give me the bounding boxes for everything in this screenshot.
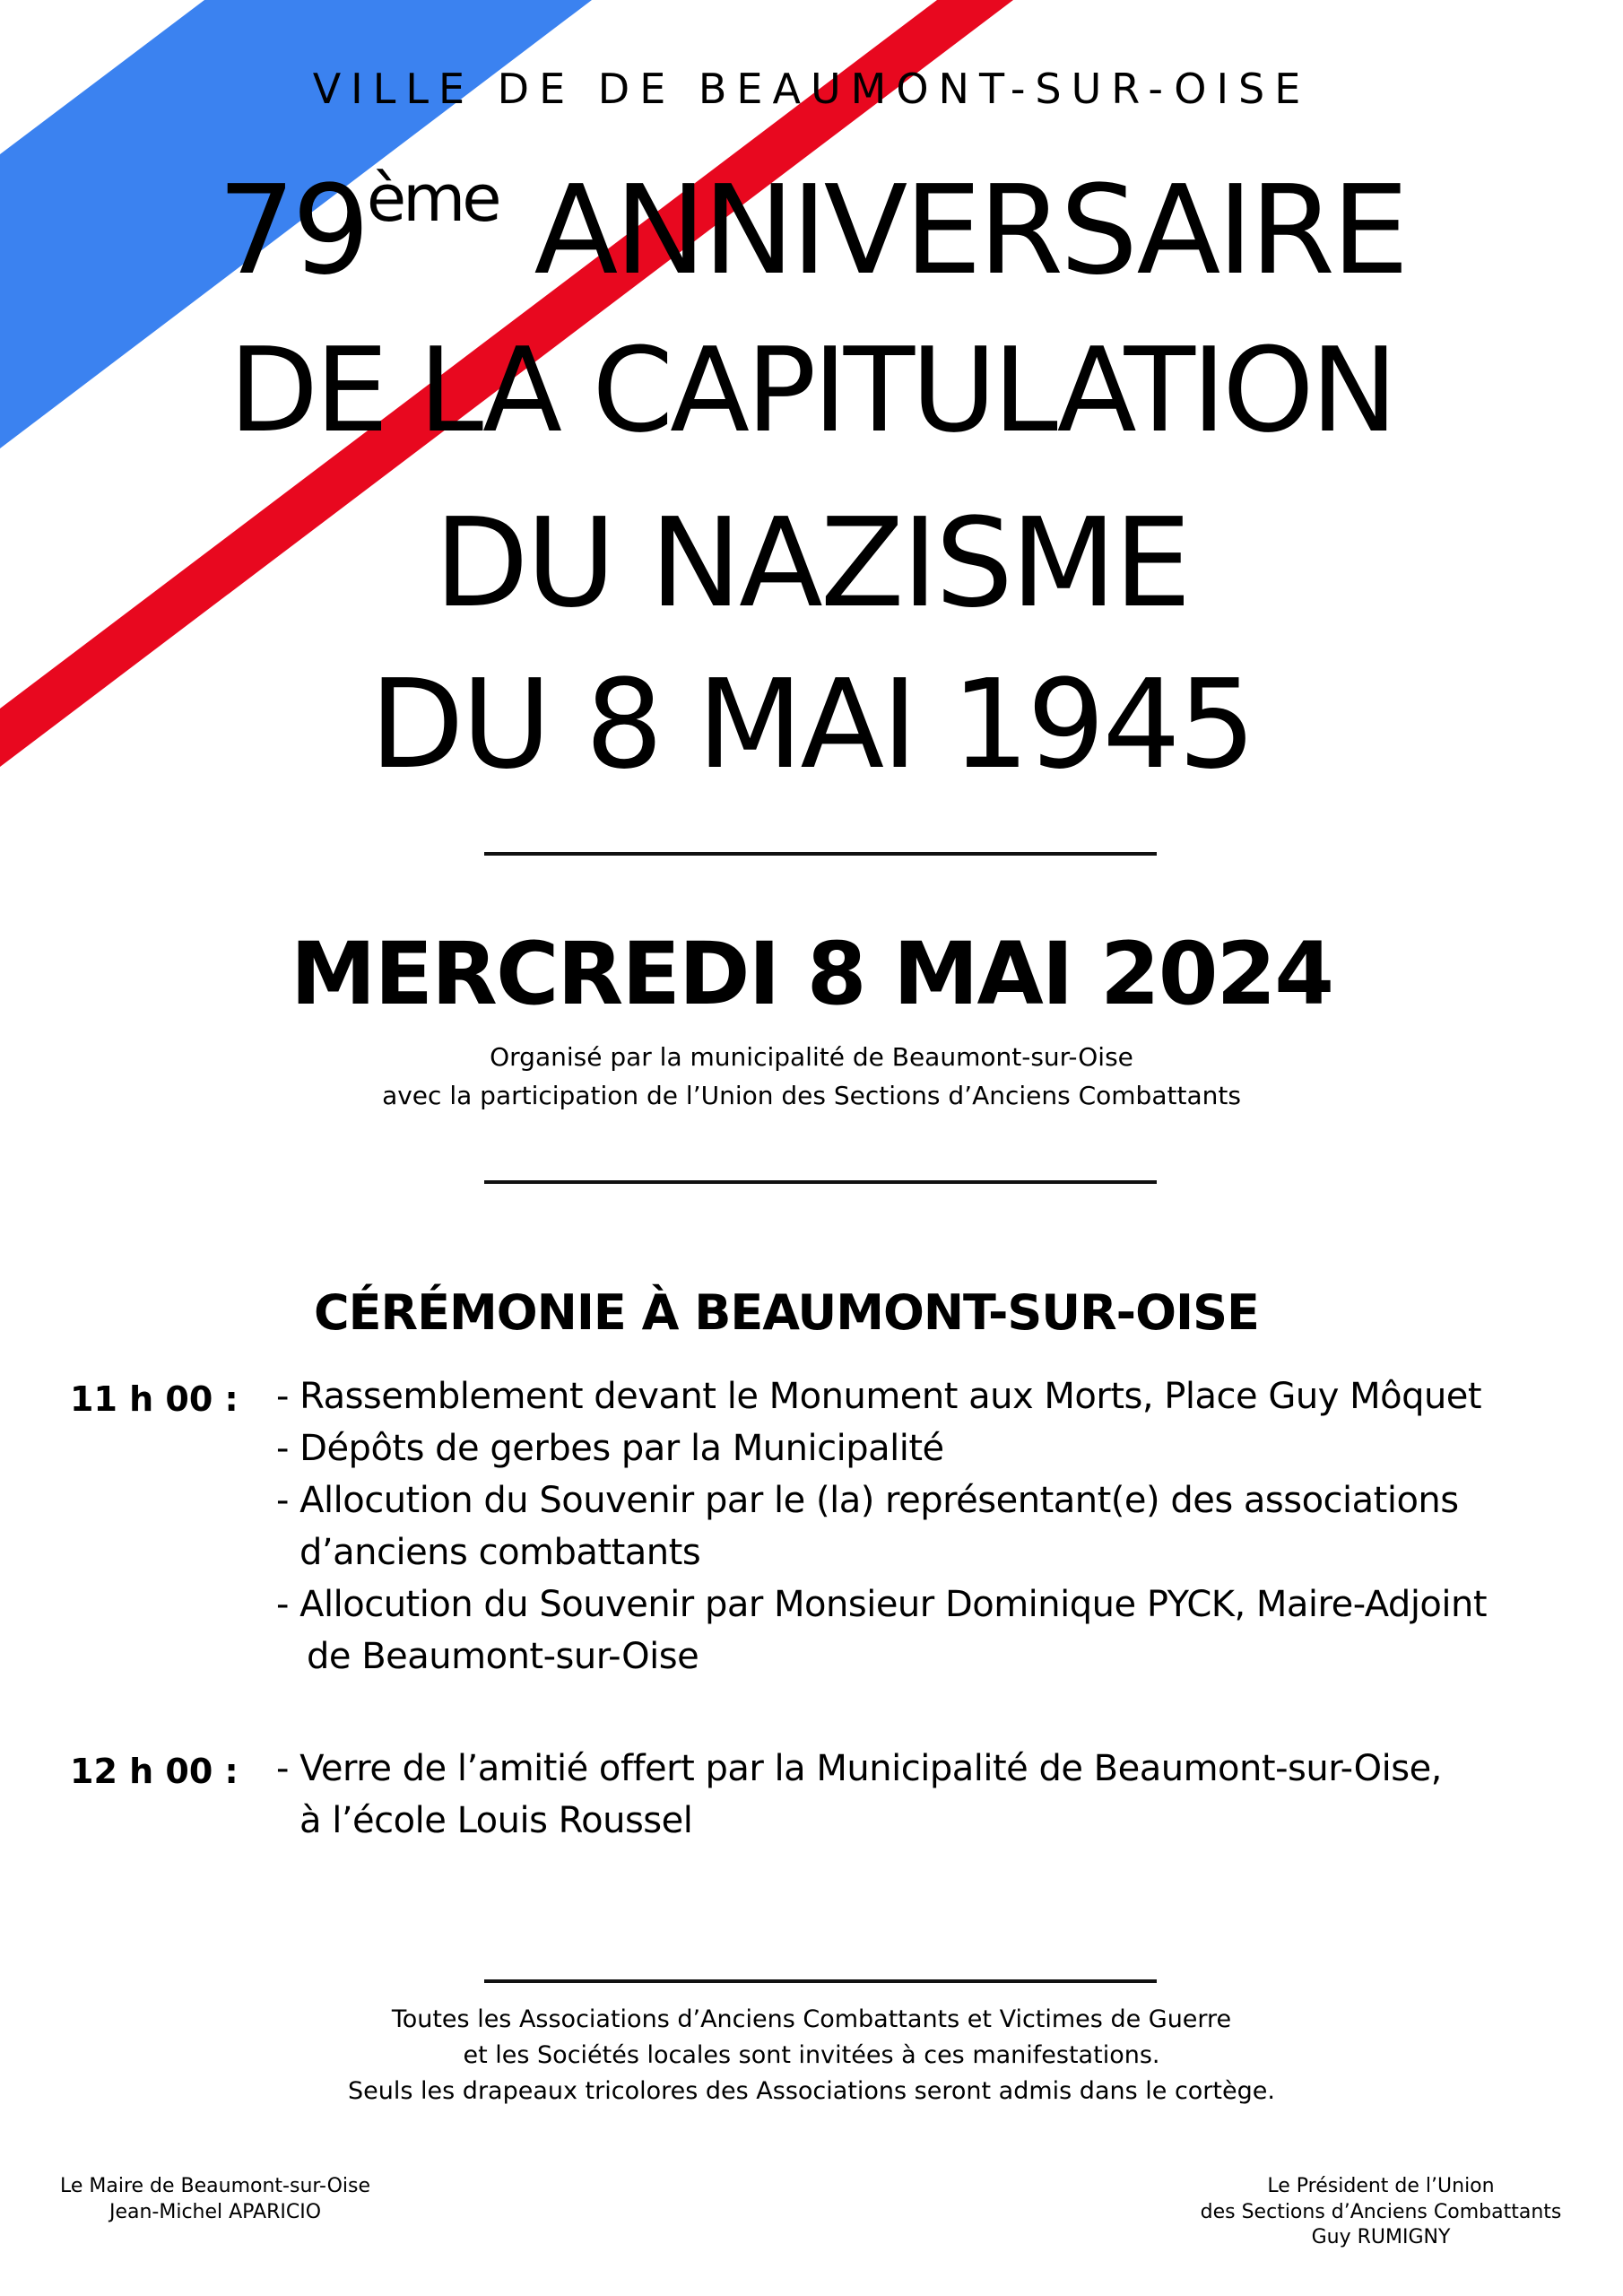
program-item-continued: d’anciens combattants [299, 1532, 701, 1573]
ceremony-title: CÉRÉMONIE À BEAUMONT-SUR-OISE [314, 1284, 1259, 1341]
footer-line-3: Seuls les drapeaux tricolores des Associations seront admis dans le cortège. [348, 2077, 1275, 2105]
divider-2 [484, 1180, 1157, 1184]
mayor-name: Jean-Michel APARICIO [108, 2200, 322, 2223]
organizer-line-1: Organisé par la municipalité de Beaumont-sur-Oise [490, 1042, 1133, 1072]
president-title: Le Président de l’Union [1267, 2175, 1495, 2197]
title-line-3: DU NAZISME [434, 492, 1189, 635]
footer-line-2: et les Sociétés locales sont invitées à ces manifestations. [463, 2041, 1160, 2069]
divider-1 [484, 852, 1157, 856]
president-org: des Sections d’Anciens Combattants [1200, 2200, 1562, 2223]
union-president-signature [1193, 2174, 1569, 2251]
ordinal-suffix: ème [366, 161, 499, 236]
mayor-signature [54, 2174, 377, 2225]
footer-line-1: Toutes les Associations d’Anciens Combattants et Victimes de Guerre [391, 2005, 1232, 2033]
divider-3 [484, 1979, 1157, 1983]
time-11h: 11 h 00 : [70, 1379, 239, 1419]
program-item: - Rassemblement devant le Monument aux Morts, Place Guy Môquet [276, 1376, 1482, 1417]
president-name: Guy RUMIGNY [1311, 2226, 1451, 2249]
mayor-title: Le Maire de Beaumont-sur-Oise [59, 2175, 371, 2197]
city-name: VILLE DE DE BEAUMONT-SUR-OISE [312, 65, 1311, 113]
program-item: - Allocution du Souvenir par le (la) représentant(e) des associations [276, 1480, 1459, 1521]
title-line-2: DE LA CAPITULATION [229, 322, 1394, 458]
program-item: - Allocution du Souvenir par Monsieur Dominique PYCK, Maire-Adjoint [276, 1584, 1488, 1625]
time-12h: 12 h 00 : [70, 1752, 239, 1791]
program-item-continued: de Beaumont-sur-Oise [307, 1636, 699, 1677]
anniversary-ordinal [217, 160, 498, 302]
event-date: MERCREDI 8 MAI 2024 [290, 924, 1333, 1024]
title-line-4: DU 8 MAI 1945 [369, 654, 1254, 796]
ordinal-number: 79 [217, 160, 367, 302]
title-line-1 [0, 160, 1623, 302]
title-anniversaire: ANNIVERSAIRE [534, 160, 1406, 302]
organizer-line-2: avec la participation de l’Union des Sections d’Anciens Combattants [382, 1081, 1241, 1110]
program-item-continued: à l’école Louis Roussel [299, 1800, 693, 1841]
program-item: - Dépôts de gerbes par la Municipalité [276, 1428, 944, 1469]
program-item: - Verre de l’amitié offert par la Municipalité de Beaumont-sur-Oise, [276, 1748, 1442, 1789]
